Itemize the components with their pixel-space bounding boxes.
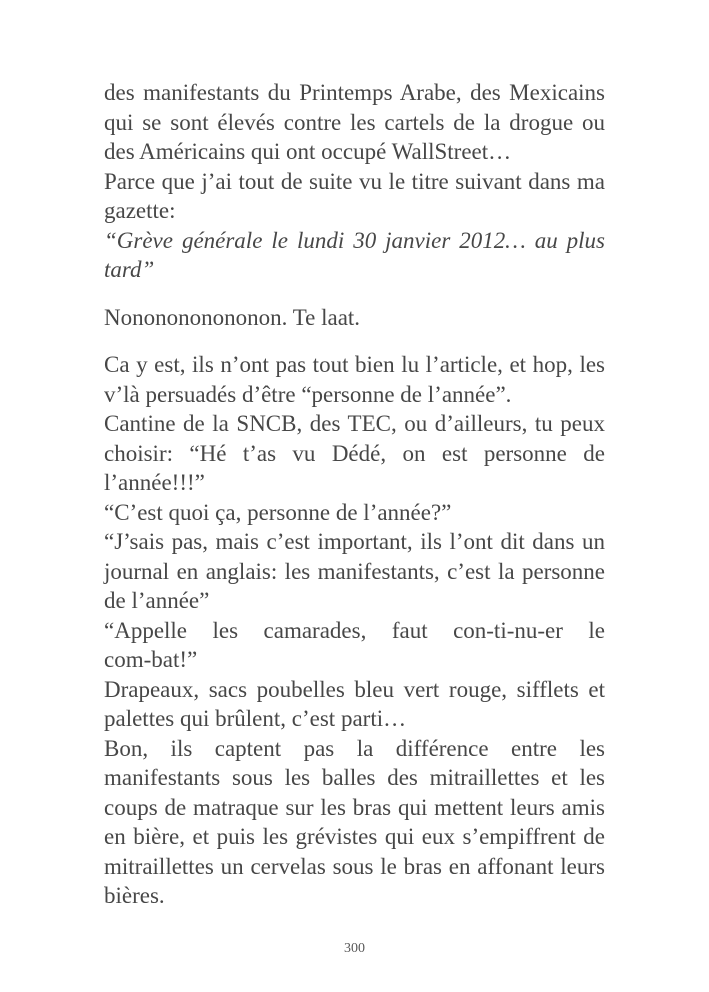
paragraph bbox=[104, 167, 605, 226]
text-line: mitraillettes un cervelas sous le bras en affonant leurs bbox=[104, 853, 605, 879]
paragraph bbox=[104, 616, 605, 675]
text-line: Nononononononon. Te laat. bbox=[104, 304, 361, 330]
text-line: gazette: bbox=[104, 198, 176, 223]
text-line: v’là persuadés d’être “personne de l’année”. bbox=[104, 381, 512, 407]
text-line: Cantine de la SNCB, des TEC, ou d’ailleurs, tu peux bbox=[104, 411, 605, 436]
text-line: tard” bbox=[104, 257, 155, 282]
text-line: coups de matraque sur les bras qui mettent leurs amis bbox=[104, 794, 605, 820]
page-number: 300 bbox=[344, 941, 365, 956]
text-line: Parce que j’ai tout de suite vu le titre suivant dans ma bbox=[104, 168, 605, 194]
text-line: Bon, ils captent pas la différence entre les bbox=[104, 735, 605, 761]
text-line: choisir: “Hé t’as vu Dédé, on est personne de bbox=[104, 440, 605, 466]
text-line: “Appelle les camarades, faut con-ti-nu-er le bbox=[104, 617, 605, 643]
text-line: manifestants sous les balles des mitraillettes et les bbox=[104, 765, 605, 790]
paragraph bbox=[104, 734, 605, 911]
text-line: Ca y est, ils n’ont pas tout bien lu l’article, et hop, les bbox=[104, 352, 605, 377]
text-line: “J’sais pas, mais c’est important, ils l’ont dit dans un bbox=[104, 529, 605, 554]
paragraph bbox=[104, 527, 605, 616]
paragraph bbox=[104, 78, 605, 167]
text-line: “C’est quoi ça, personne de l’année?” bbox=[104, 499, 452, 525]
paragraph bbox=[104, 350, 605, 409]
paragraph bbox=[104, 409, 605, 498]
paragraph bbox=[104, 498, 605, 528]
text-line: qui se sont élevés contre les cartels de la drogue ou bbox=[104, 109, 605, 135]
text-line: des manifestants du Printemps Arabe, des Mexicains bbox=[104, 80, 605, 105]
text-line: com-bat!” bbox=[104, 647, 198, 672]
paragraph bbox=[104, 675, 605, 734]
paragraph bbox=[104, 303, 605, 333]
text-line: des Américains qui ont occupé WallStreet… bbox=[104, 139, 512, 164]
text-line: palettes qui brûlent, c’est parti… bbox=[104, 706, 407, 731]
paragraph bbox=[104, 226, 605, 285]
text-line: journal en anglais: les manifestants, c’est la personne bbox=[104, 558, 605, 584]
text-line: l’année!!!” bbox=[104, 470, 205, 495]
text-line: de l’année” bbox=[104, 588, 210, 613]
page-text bbox=[104, 78, 605, 911]
text-line: Drapeaux, sacs poubelles bleu vert rouge, sifflets et bbox=[104, 676, 605, 702]
text-line: bières. bbox=[104, 883, 165, 908]
text-line: en bière, et puis les grévistes qui eux s’empiffrent de bbox=[104, 824, 605, 849]
text-line: “Grève générale le lundi 30 janvier 2012… au plus bbox=[104, 227, 605, 253]
